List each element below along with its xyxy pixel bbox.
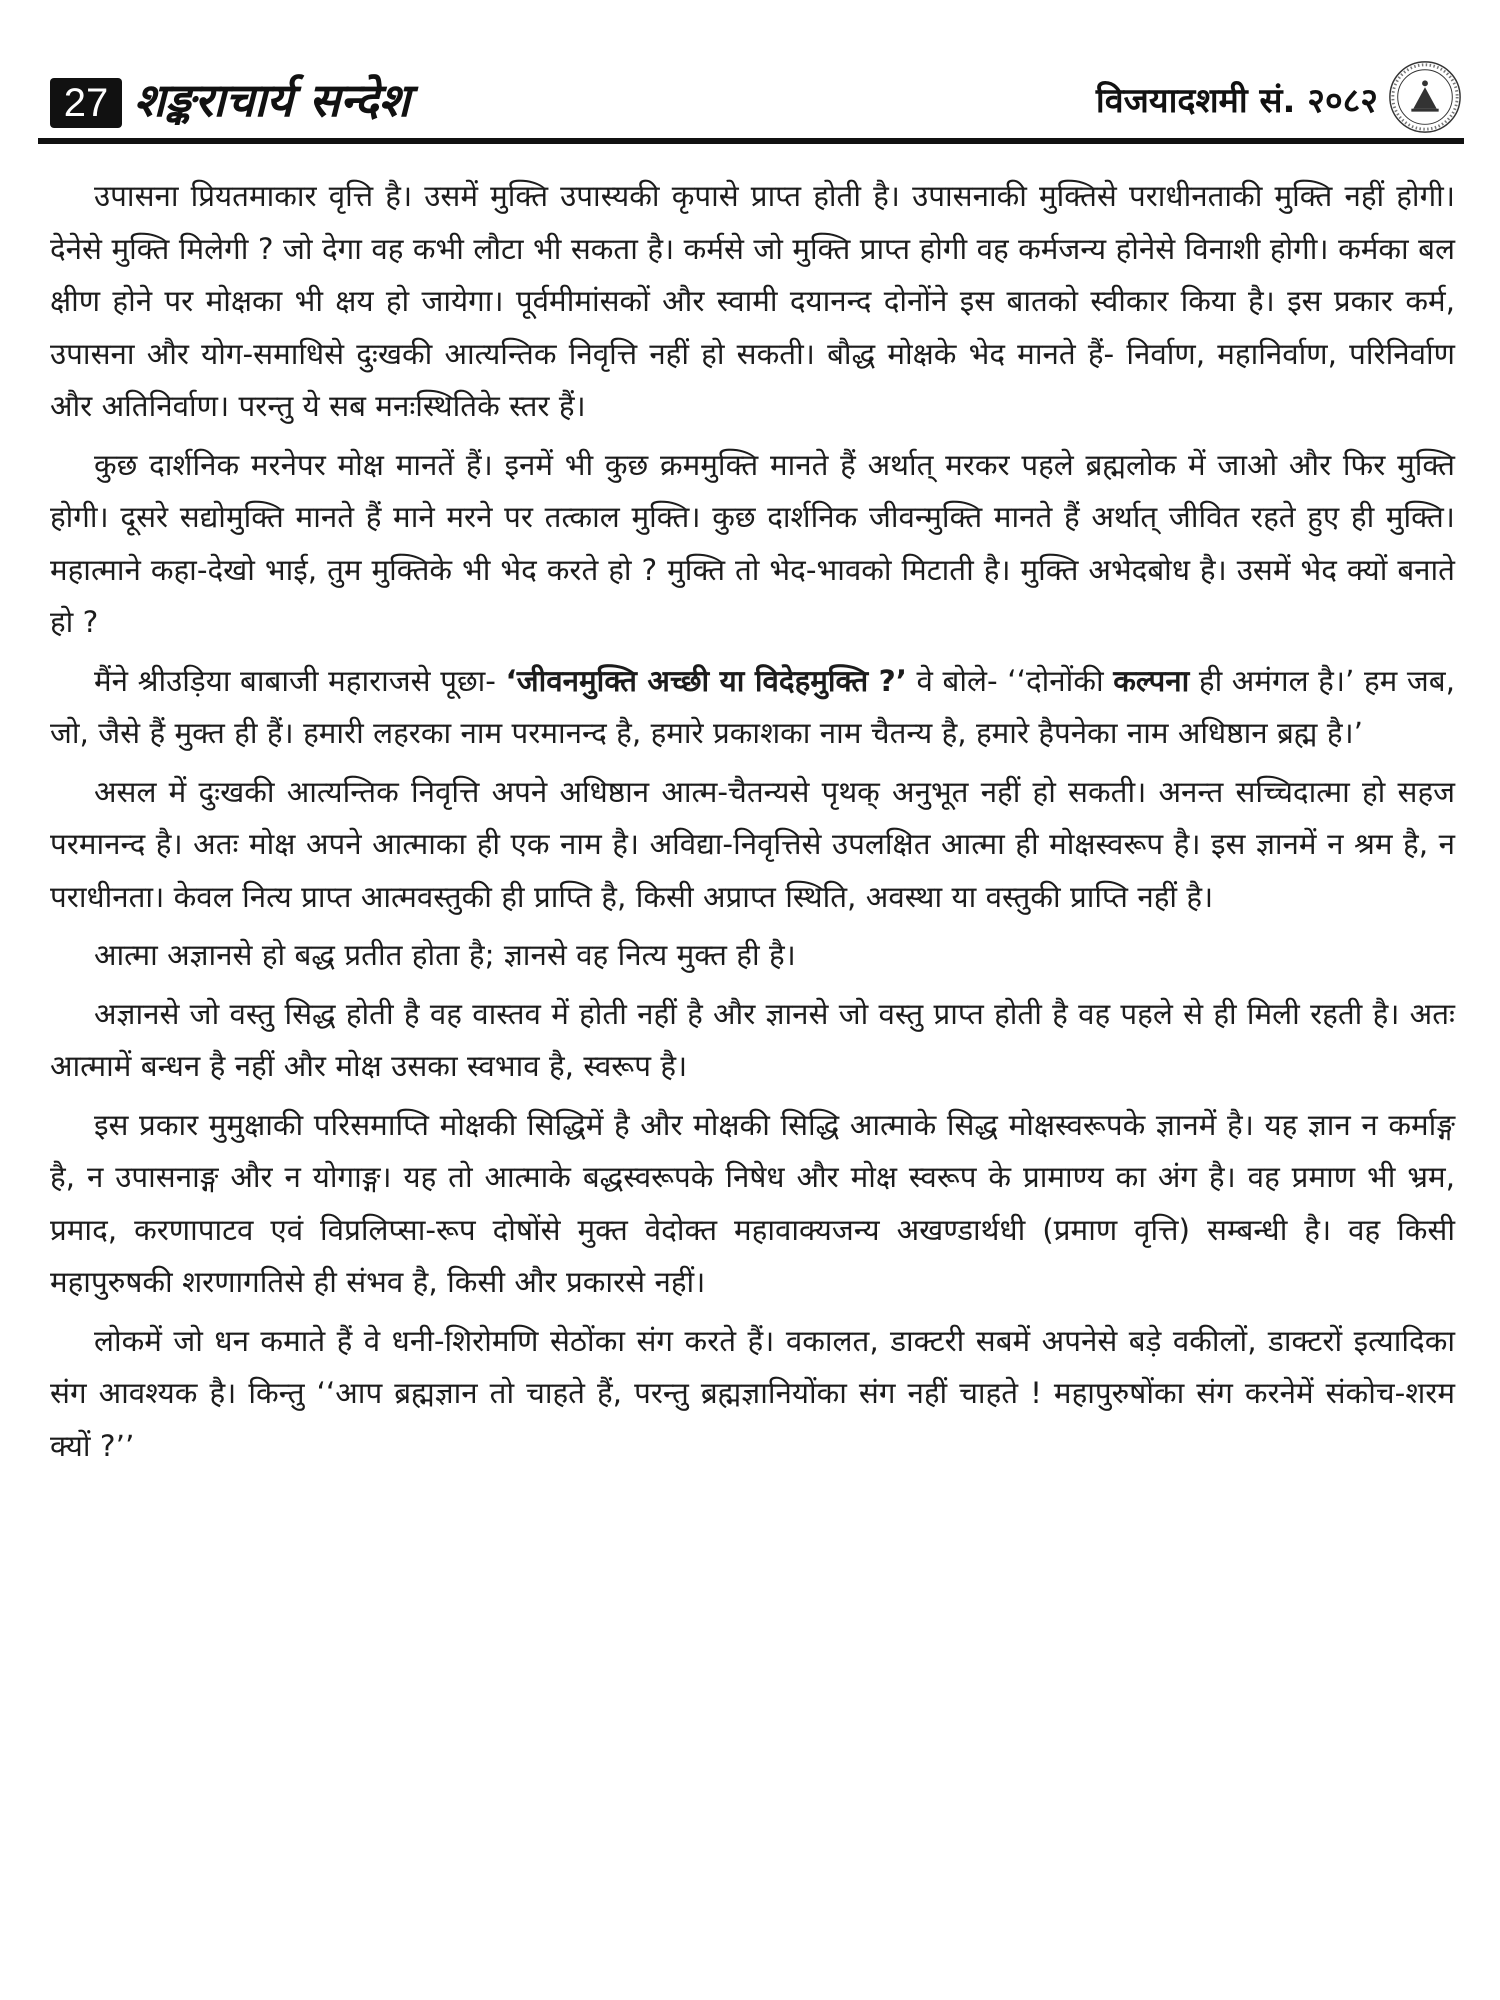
magazine-title: शङ्कराचार्य सन्देश <box>134 73 410 127</box>
paragraph-6: अज्ञानसे जो वस्तु सिद्ध होती है वह वास्तव में होती नहीं है और ज्ञानसे जो वस्तु प्राप्त होती है वह पहले से ही मिली रहती है। अतः आत्मामें बन्धन है नहीं और मोक्ष उसका स्वभाव है, स्वरूप है। <box>50 996 1455 1083</box>
paragraph-4: असल में दुःखकी आत्यन्तिक निवृत्ति अपने अधिष्ठान आत्म-चैतन्यसे पृथक् अनुभूत नहीं हो सकती। अनन्त सच्चिदात्मा हो सहज परमानन्द है। अतः मोक्ष अपने आत्माका ही एक नाम है। अविद्या-निवृत्तिसे उपलक्षित आत्मा ही मोक्षस्वरूप है। इस ज्ञानमें न श्रम है, न पराधीनता। केवल नित्य प्राप्त आत्मवस्तुकी ही प्राप्ति है, किसी अप्राप्त स्थिति, अवस्था या वस्तुकी प्राप्ति नहीं है। <box>50 774 1455 914</box>
paragraph-3-question: ‘जीवनमुक्ति अच्छी या विदेहमुक्ति ?’ <box>505 663 907 698</box>
paragraph-2: कुछ दार्शनिक मरनेपर मोक्ष मानतें हैं। इनमें भी कुछ क्रममुक्ति मानते हैं अर्थात् मरकर पहले ब्रह्मलोक में जाओ और फिर मुक्ति होगी। दूसरे सद्योमुक्ति मानते हैं माने मरने पर तत्काल मुक्ति। कुछ दार्शनिक जीवन्मुक्ति मानते हैं अर्थात् जीवित रहते हुए ही मुक्ति। महात्माने कहा-देखो भाई, तुम मुक्तिके भी भेद करते हो ? मुक्ति तो भेद-भावको मिटाती है। मुक्ति अभेदबोध है। उसमें भेद क्यों बनाते हो ? <box>50 447 1455 639</box>
header-rule <box>38 138 1464 144</box>
page-number: 27 <box>50 78 122 128</box>
paragraph-7: इस प्रकार मुमुक्षाकी परिसमाप्ति मोक्षकी सिद्धिमें है और मोक्षकी सिद्धि आत्माके सिद्ध मोक्षस्वरूपके ज्ञानमें है। यह ज्ञान न कर्माङ्ग है, न उपासनाङ्ग और न योगाङ्ग। यह तो आत्माके बद्धस्वरूपके निषेध और मोक्ष स्वरूप के प्रामाण्य का अंग है। वह प्रमाण भी भ्रम, प्रमाद, करणापाटव एवं विप्रलिप्सा-रूप दोषोंसे मुक्त वेदोक्त महावाक्यजन्य अखण्डार्थधी (प्रमाण वृत्ति) सम्बन्धी है। वह किसी महापुरुषकी शरणागतिसे ही संभव है, किसी और प्रकारसे नहीं। <box>50 1107 1455 1299</box>
paragraph-1: उपासना प्रियतमाकार वृत्ति है। उसमें मुक्ति उपास्यकी कृपासे प्राप्त होती है। उपासनाकी मुक्तिसे पराधीनताकी मुक्ति नहीं होगी। देनेसे मुक्ति मिलेगी ? जो देगा वह कभी लौटा भी सकता है। कर्मसे जो मुक्ति प्राप्त होगी वह कर्मजन्य होनेसे विनाशी होगी। कर्मका बल क्षीण होने पर मोक्षका भी क्षय हो जायेगा। पूर्वमीमांसकों और स्वामी दयानन्द दोनोंने इस बातको स्वीकार किया है। इस प्रकार कर्म, उपासना और योग-समाधिसे दुःखकी आत्यन्तिक निवृत्ति नहीं हो सकती। बौद्ध मोक्षके भेद मानते हैं- निर्वाण, महानिर्वाण, परिनिर्वाण और अतिनिर्वाण। परन्तु ये सब मनःस्थितिके स्तर हैं। <box>50 179 1455 423</box>
paragraph-8: लोकमें जो धन कमाते हैं वे धनी-शिरोमणि सेठोंका संग करते हैं। वकालत, डाक्टरी सबमें अपनेसे बड़े वकीलों, डाक्टरों इत्यादिका संग आवश्यक है। किन्तु ‘‘आप ब्रह्मज्ञान तो चाहते हैं, परन्तु ब्रह्मज्ञानियोंका संग नहीं चाहते ! महापुरुषोंका संग करनेमें संकोच-शरम क्यों ?’’ <box>50 1323 1455 1463</box>
article-body <box>50 170 1455 1478</box>
page-header <box>0 0 1500 140</box>
organization-seal-icon <box>1386 58 1464 136</box>
paragraph-3-text-c: ही अमंगल है।’ हम जब, जो, जैसे हैं मुक्त ही हैं। हमारी लहरका नाम परमानन्द है, हमारे प्रकाशका नाम चैतन्य है, हमारे हैपनेका नाम अधिष्ठान ब्रह्म है।’ <box>50 663 1455 750</box>
paragraph-5: आत्मा अज्ञानसे हो बद्ध प्रतीत होता है; ज्ञानसे वह नित्य मुक्त ही है। <box>94 938 796 972</box>
paragraph-3 <box>50 655 1455 760</box>
paragraph-3-bold-word: कल्पना <box>1113 663 1190 698</box>
issue-label: विजयादशमी सं. २०८२ <box>1095 81 1378 121</box>
paragraph-3-text-b: वे बोले- ‘‘दोनोंकी <box>906 663 1114 698</box>
paragraph-3-text-a: मैंने श्रीउड़िया बाबाजी महाराजसे पूछा- <box>94 663 506 698</box>
